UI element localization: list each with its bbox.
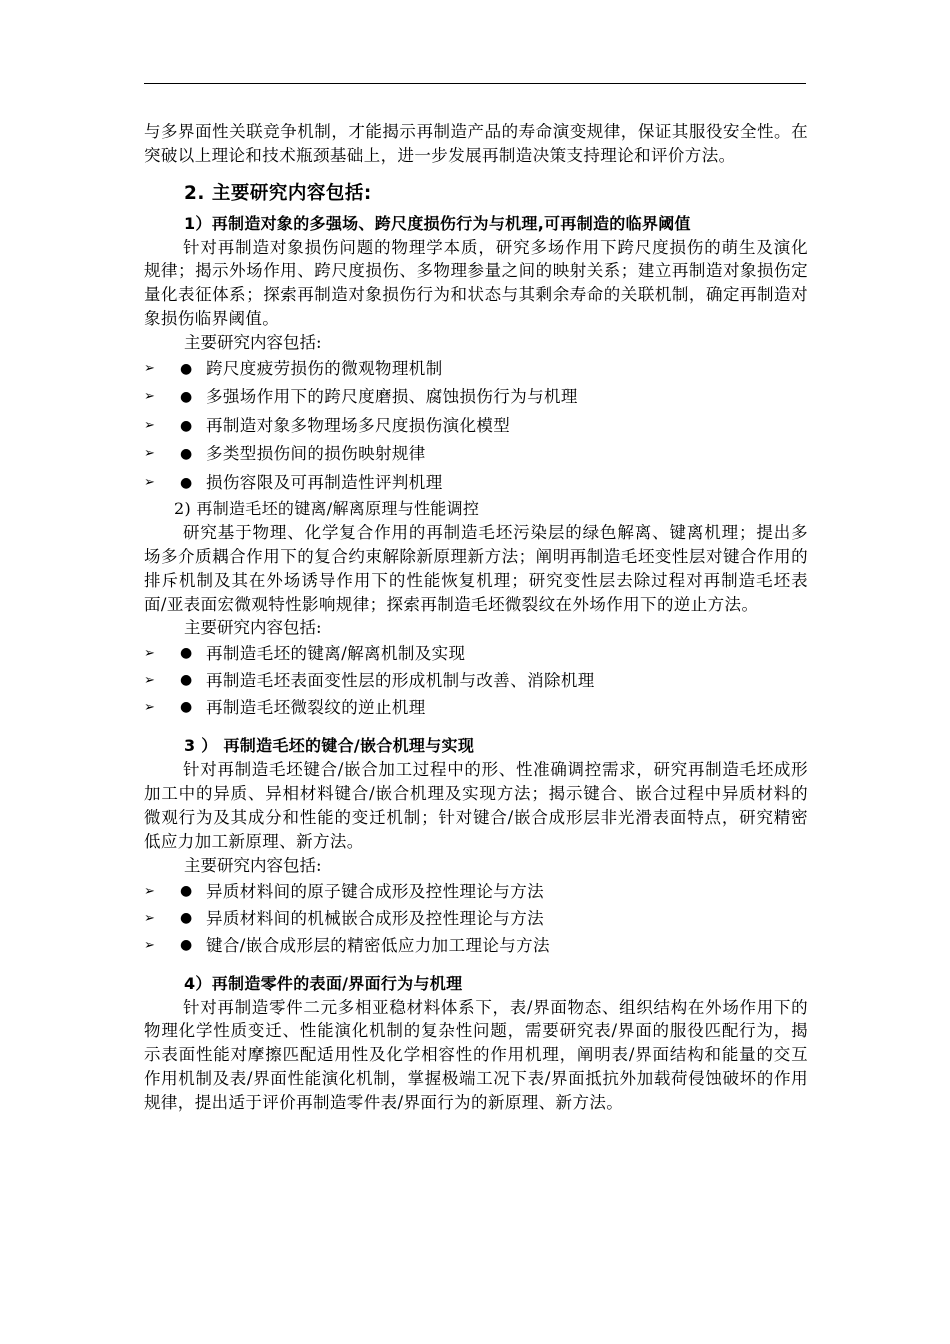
list-item-text: 异质材料间的机械嵌合成形及控性理论与方法 [206,908,544,928]
subsection-3-heading: 3 ） 再制造毛坯的键合/嵌合机理与实现 [184,736,475,756]
subsection-2-heading: 2) 再制造毛坯的键离/解离原理与性能调控 [174,499,480,519]
arrow-bullet-icon: ➢ [144,910,156,926]
list-item-text: 再制造对象多物理场多尺度损伤演化模型 [206,415,511,435]
dot-bullet-icon: ● [180,882,193,899]
dot-bullet-icon: ● [180,909,193,926]
list-item-text: 异质材料间的原子键合成形及控性理论与方法 [206,881,544,901]
arrow-bullet-icon: ➢ [144,673,156,689]
subsection-2-body: 研究基于物理、化学复合作用的再制造毛坯污染层的绿色解离、键离机理；提出多场多介质耦合作用下的复合约束解除新原理新方法；阐明再制造毛坯变性层对键合作用的排斥机制及其在外场诱导作用下的性能恢复机理；研究变性层去除过程对再制造毛坯表面/亚表面宏微观特性影响规律；探索再制造毛坯微裂纹在外场作用下的逆止方法。 [144,523,808,614]
header-rule [144,83,806,84]
subsection-3-list [144,878,808,959]
subsection-4-body: 针对再制造零件二元多相亚稳材料体系下，表/界面物态、组织结构在外场作用下的物理化学性质变迁、性能演化机制的复杂性问题，需要研究表/界面的服役匹配行为，揭示表面性能对摩擦匹配适用性及化学相容性的作用机理，阐明表/界面结构和能量的交互作用机制及表/界面性能演化机制，掌握极端工况下表/界面抵抗外加载荷侵蚀破坏的作用规律，提出适于评价再制造零件表/界面行为的新原理、新方法。 [144,997,808,1112]
dot-bullet-icon: ● [180,645,193,662]
arrow-bullet-icon: ➢ [144,360,156,376]
list-item [144,694,808,721]
list-item [144,932,808,959]
document-body [144,120,808,1115]
list-item-text: 多类型损伤间的损伤映射规律 [206,444,426,464]
list-item [144,412,808,441]
list-item [144,440,808,469]
dot-bullet-icon: ● [180,360,193,377]
list-item-text: 键合/嵌合成形层的精密低应力加工理论与方法 [206,935,550,955]
arrow-bullet-icon: ➢ [144,937,156,953]
dot-bullet-icon: ● [180,389,193,406]
subsection-1-heading: 1）再制造对象的多强场、跨尺度损伤行为与机理,可再制造的临界阈值 [184,213,691,233]
section-heading: 2. 主要研究内容包括: [184,182,372,204]
list-item-text: 再制造毛坯表面变性层的形成机制与改善、消除机理 [206,671,595,691]
subsection-2-list-label: 主要研究内容包括: [184,618,322,638]
dot-bullet-icon: ● [180,699,193,716]
arrow-bullet-icon: ➢ [144,446,156,462]
dot-bullet-icon: ● [180,446,193,463]
list-item [144,878,808,905]
subsection-3-list-label: 主要研究内容包括: [184,855,322,875]
dot-bullet-icon: ● [180,672,193,689]
arrow-bullet-icon: ➢ [144,700,156,716]
list-item-text: 再制造毛坯微裂纹的逆止机理 [206,698,426,718]
dot-bullet-icon: ● [180,936,193,953]
arrow-bullet-icon: ➢ [144,417,156,433]
subsection-1-list [144,355,808,498]
list-item-text: 跨尺度疲劳损伤的微观物理机制 [206,358,443,378]
subsection-2-list [144,640,808,721]
arrow-bullet-icon: ➢ [144,883,156,899]
list-item [144,383,808,412]
subsection-3-body: 针对再制造毛坯键合/嵌合加工过程中的形、性准确调控需求，研究再制造毛坯成形加工中的异质、异相材料键合/嵌合机理及实现方法；揭示键合、嵌合过程中异质材料的微观行为及其成分和性能的变迁机制；针对键合/嵌合成形层非光滑表面特点，研究精密低应力加工新原理、新方法。 [144,760,808,851]
arrow-bullet-icon: ➢ [144,646,156,662]
list-item [144,355,808,384]
dot-bullet-icon: ● [180,474,193,491]
subsection-4-heading: 4）再制造零件的表面/界面行为与机理 [184,973,463,993]
subsection-1-body: 针对再制造对象损伤问题的物理学本质，研究多场作用下跨尺度损伤的萌生及演化规律；揭示外场作用、跨尺度损伤、多物理参量之间的映射关系；建立再制造对象损伤定量化表征体系；探索再制造对象损伤行为和状态与其剩余寿命的关联机制，确定再制造对象损伤临界阈值。 [144,237,808,328]
list-item [144,667,808,694]
subsection-1-list-label: 主要研究内容包括: [184,332,322,352]
list-item-text: 损伤容限及可再制造性评判机理 [206,472,443,492]
dot-bullet-icon: ● [180,417,193,434]
arrow-bullet-icon: ➢ [144,474,156,490]
list-item [144,905,808,932]
list-item-text: 多强场作用下的跨尺度磨损、腐蚀损伤行为与机理 [206,387,578,407]
list-item [144,640,808,667]
list-item-text: 再制造毛坯的键离/解离机制及实现 [206,644,466,664]
list-item [144,469,808,498]
intro-paragraph: 与多界面性关联竞争机制，才能揭示再制造产品的寿命演变规律，保证其服役安全性。在突破以上理论和技术瓶颈基础上，进一步发展再制造决策支持理论和评价方法。 [144,122,808,165]
arrow-bullet-icon: ➢ [144,389,156,405]
